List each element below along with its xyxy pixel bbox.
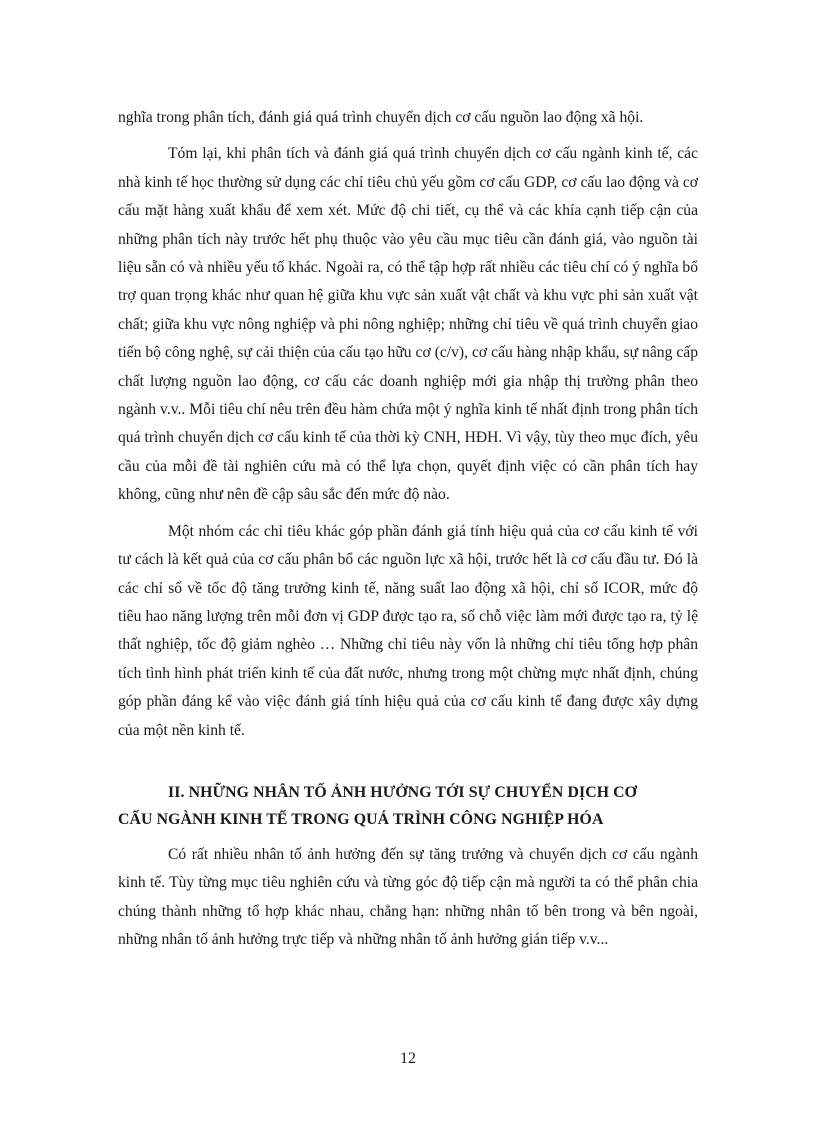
section-heading-line-1: II. NHỮNG NHÂN TỐ ẢNH HƯỞNG TỚI SỰ CHUYỂN DỊCH CƠ	[168, 783, 638, 801]
paragraph-efficiency-indicators: Một nhóm các chỉ tiêu khác góp phần đánh giá tính hiệu quả của cơ cấu kinh tế với tư cách là kết quả của cơ cấu phân bổ các nguồn lực xã hội, trước hết là cơ cấu đầu tư. Đó là các chỉ số về tốc độ tăng trưởng kinh tế, năng suất lao động xã hội, chỉ số ICOR, mức độ tiêu hao năng lượng trên mỗi đơn vị GDP được tạo ra, số chỗ việc làm mới được tạo ra, tỷ lệ thất nghiệp, tốc độ giảm nghèo … Những chỉ tiêu này vốn là những chỉ tiêu tổng hợp phân tích tình hình phát triển kinh tế của đất nước, nhưng trong một chừng mực nhất định, chúng góp phần đáng kể vào việc đánh giá tính hiệu quả của cơ cấu kinh tế đang được xây dựng của một nền kinh tế.	[118, 522, 698, 739]
section-heading	[118, 779, 698, 833]
page-number: 12	[400, 1050, 416, 1067]
section-heading-line-2: CẤU NGÀNH KINH TẾ TRONG QUÁ TRÌNH CÔNG NGHIỆP HÓA	[118, 810, 604, 828]
paragraph-continuation: nghĩa trong phân tích, đánh giá quá trình chuyển dịch cơ cấu nguồn lao động xã hội.	[118, 109, 644, 126]
paragraph-factors-intro: Có rất nhiều nhân tố ảnh hưởng đến sự tăng trưởng và chuyển dịch cơ cấu ngành kinh tế. Tùy từng mục tiêu nghiên cứu và từng góc độ tiếp cận mà người ta có thể phân chia chúng thành những tổ hợp khác nhau, chẳng hạn: những nhân tố bên trong và bên ngoài, những nhân tố ảnh hưởng trực tiếp và những nhân tố ảnh hưởng gián tiếp v.v...	[118, 845, 698, 949]
document-page	[118, 104, 698, 955]
paragraph-summary: Tóm lại, khi phân tích và đánh giá quá trình chuyển dịch cơ cấu ngành kinh tế, các nhà kinh tế học thường sử dụng các chỉ tiêu chủ yếu gồm cơ cấu GDP, cơ cấu lao động và cơ cấu mặt hàng xuất khẩu để xem xét. Mức độ chi tiết, cụ thể và các khía cạnh tiếp cận của những phân tích này trước hết phụ thuộc vào yêu cầu mục tiêu cần đánh giá, vào nguồn tài liệu sẵn có và nhiều yếu tố khác. Ngoài ra, có thể tập hợp rất nhiều các tiêu chí có ý nghĩa bổ trợ quan trọng khác như quan hệ giữa khu vực sản xuất vật chất và khu vực phi sản xuất vật chất; giữa khu vực nông nghiệp và phi nông nghiệp; những chỉ tiêu về quá trình chuyển giao tiến bộ công nghệ, sự cải thiện của cấu tạo hữu cơ (c/v), cơ cấu hàng nhập khẩu, sự nâng cấp chất lượng nguồn lao động, cơ cấu các doanh nghiệp mới gia nhập thị trường phân theo ngành v.v.. Mỗi tiêu chí nêu trên đều hàm chứa một ý nghĩa kinh tế nhất định trong phân tích quá trình chuyển dịch cơ cấu kinh tế của thời kỳ CNH, HĐH. Vì vậy, tùy theo mục đích, yêu cầu của mỗi đề tài nghiên cứu mà có thể lựa chọn, quyết định việc có cần phân tích hay không, cũng như nên đề cập sâu sắc đến mức độ nào.	[118, 145, 698, 504]
